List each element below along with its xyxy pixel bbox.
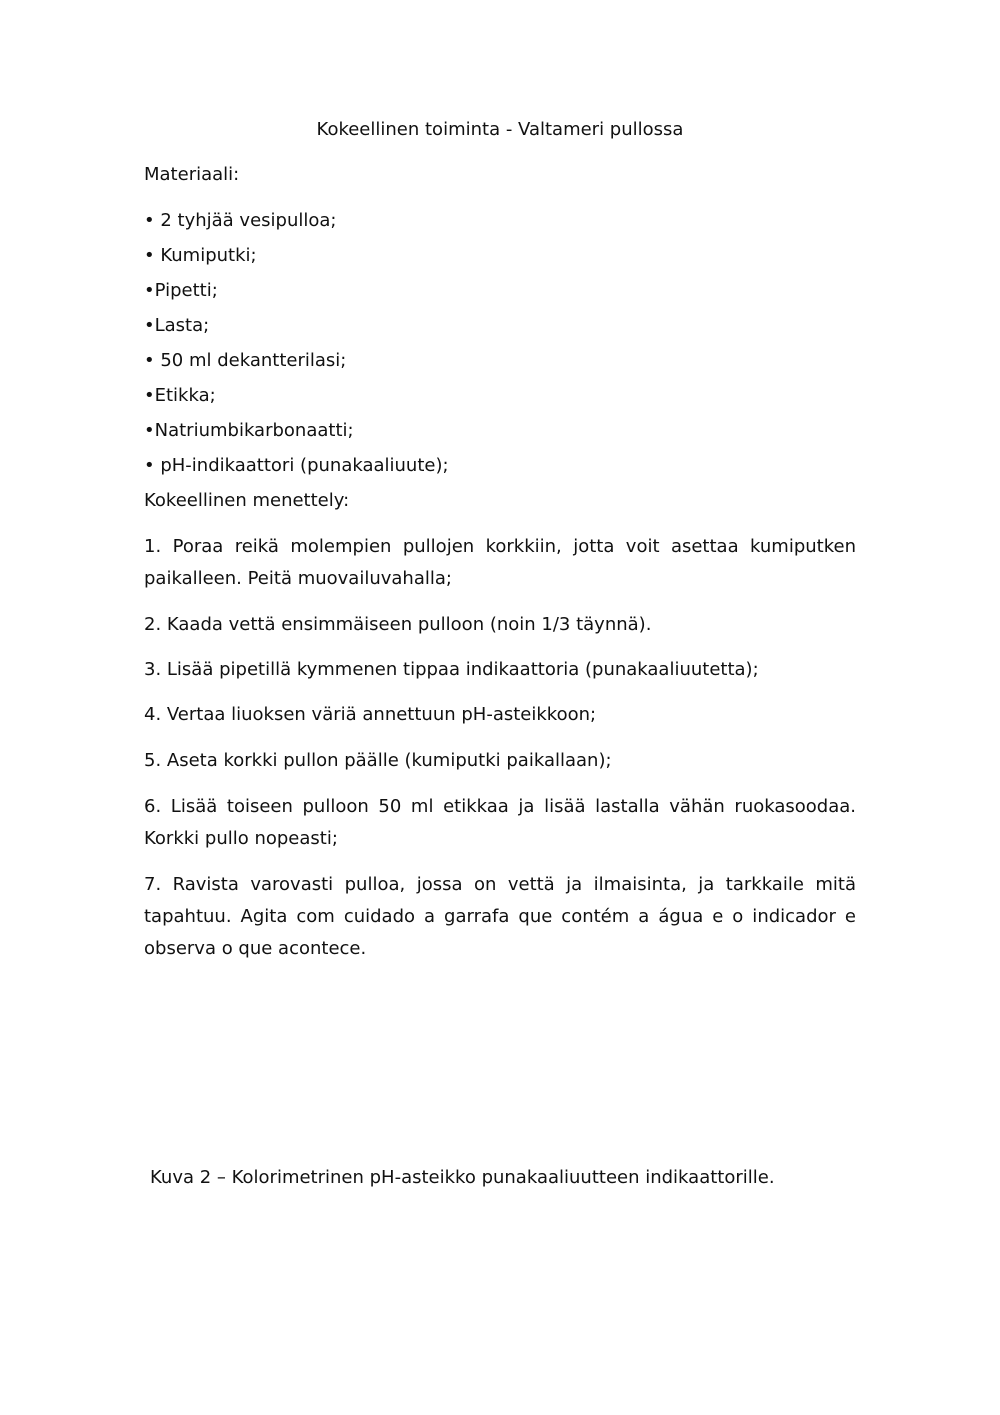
document-title: Kokeellinen toiminta - Valtameri pullossa	[316, 119, 684, 140]
procedure-step: 4. Vertaa liuoksen väriä annettuun pH-asteikkoon;	[144, 704, 597, 725]
material-item: • 50 ml dekantterilasi;	[144, 350, 347, 371]
procedure-step: 3. Lisää pipetillä kymmenen tippaa indikaattoria (punakaaliuutetta);	[144, 659, 759, 680]
material-item: •Etikka;	[144, 385, 216, 406]
procedure-step: 5. Aseta korkki pullon päälle (kumiputki paikallaan);	[144, 750, 612, 771]
material-item: • 2 tyhjää vesipulloa;	[144, 210, 337, 231]
procedure-heading: Kokeellinen menettely:	[144, 490, 350, 511]
material-item: • Kumiputki;	[144, 245, 257, 266]
material-item: •Lasta;	[144, 315, 210, 336]
materials-heading: Materiaali:	[144, 164, 240, 185]
procedure-step: 2. Kaada vettä ensimmäiseen pulloon (noin 1/3 täynnä).	[144, 614, 652, 635]
procedure-step: 6. Lisää toiseen pulloon 50 ml etikkaa ja lisää lastalla vähän ruokasoodaa. Korkki pullo nopeasti;	[144, 796, 856, 849]
material-item: • pH-indikaattori (punakaaliuute);	[144, 455, 449, 476]
figure-caption: Kuva 2 – Kolorimetrinen pH-asteikko punakaaliuutteen indikaattorille.	[150, 1167, 775, 1188]
material-item: •Pipetti;	[144, 280, 218, 301]
procedure-step: 7. Ravista varovasti pulloa, jossa on vettä ja ilmaisinta, ja tarkkaile mitä tapahtuu. Agita com cuidado a garrafa que contém a água e o indicador e observa o que acontece.	[144, 874, 856, 959]
procedure-step: 1. Poraa reikä molempien pullojen korkkiin, jotta voit asettaa kumiputken paikalleen. Peitä muovailuvahalla;	[144, 536, 856, 589]
material-item: •Natriumbikarbonaatti;	[144, 420, 354, 441]
